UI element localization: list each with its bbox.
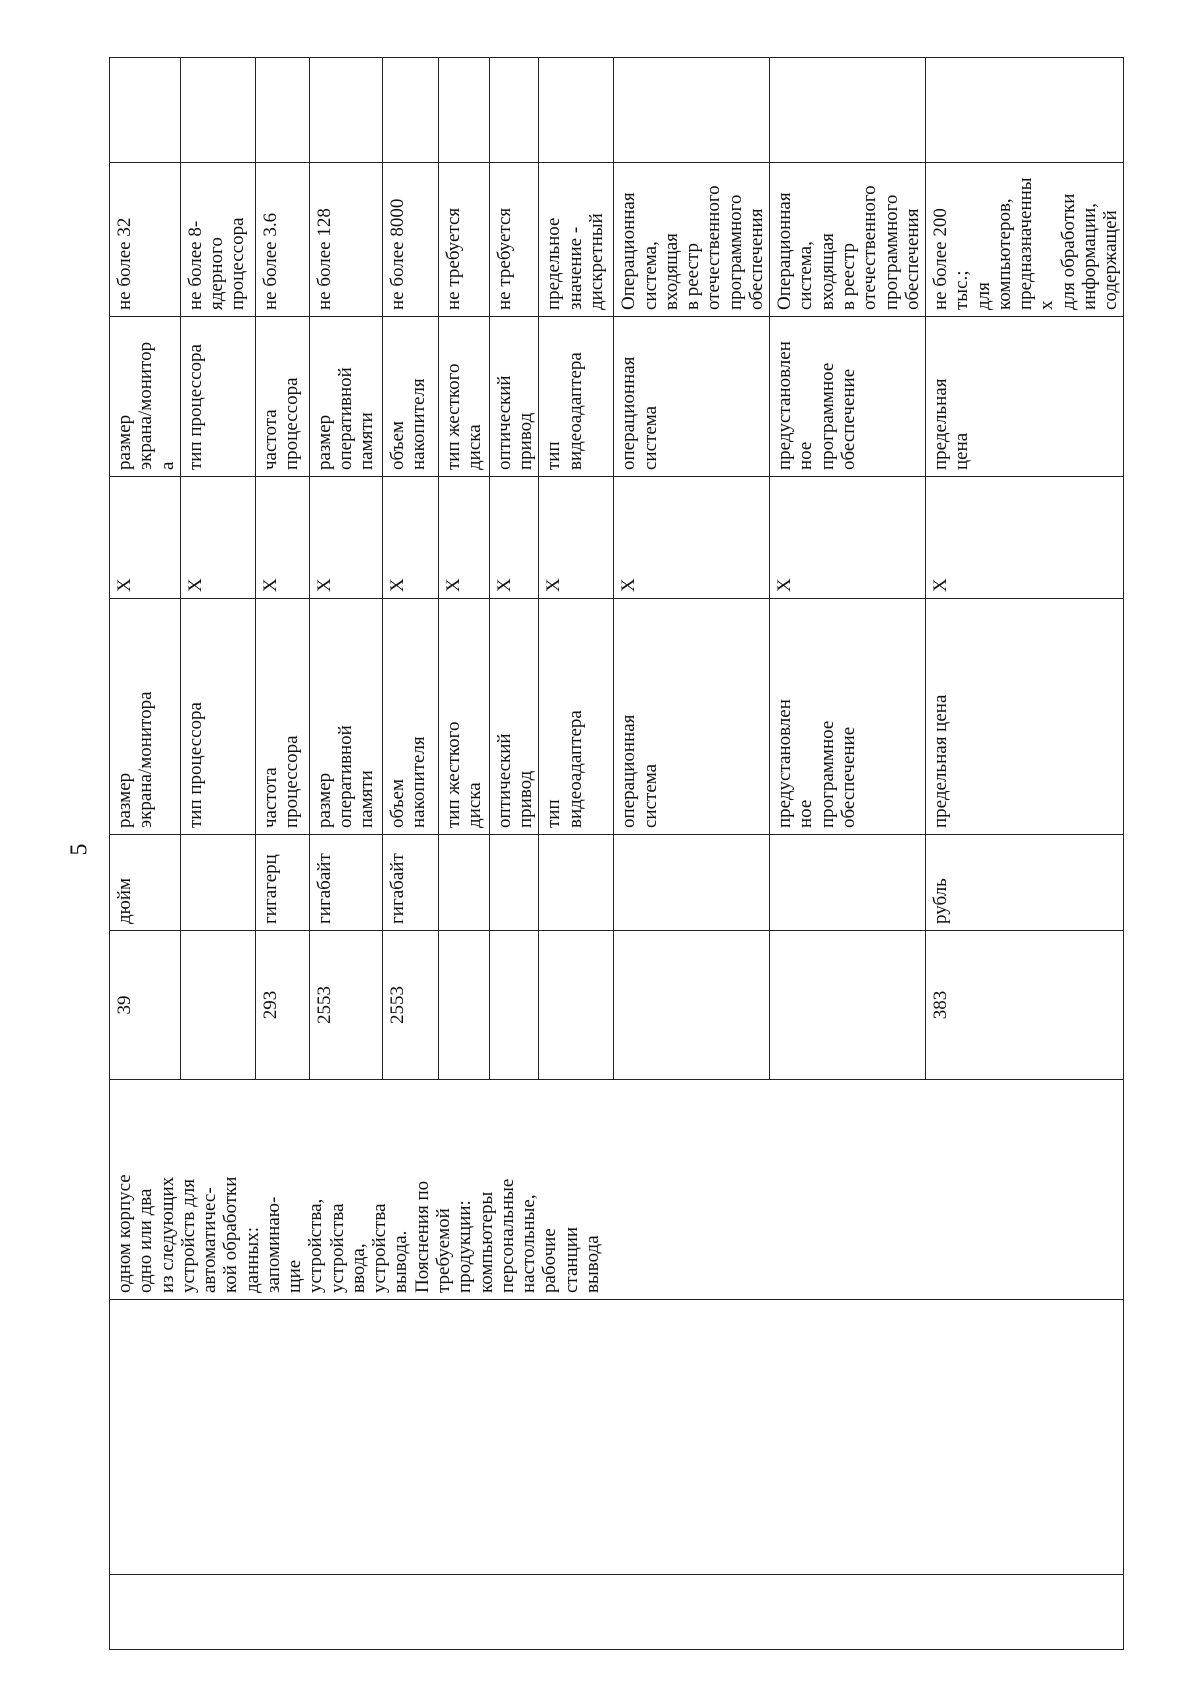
value-cell: не более 3.6	[255, 163, 309, 317]
characteristic-cell: предельная цена	[926, 599, 1124, 835]
characteristic-cell: размер экрана/монитора	[110, 599, 181, 835]
note-cell	[382, 58, 438, 163]
unit-code-cell	[489, 931, 539, 1080]
characteristic-2-cell: объем накопителя	[382, 317, 438, 477]
value-cell: не требуется	[438, 163, 489, 317]
table-row	[110, 58, 181, 1650]
unit-name-cell: гигабайт	[309, 835, 382, 931]
characteristic-cell: операционная система	[614, 599, 770, 835]
product-description-cell: одном корпусе одно или два из следующих устройств для автоматичес- кой обработки данных: запоминаю- щие устройства, устройства ввода, устройства вывода. Пояснения по требуемой продукции: компьютеры персональные настольные, рабочие станции вывода	[110, 1080, 1124, 1300]
note-cell	[180, 58, 255, 163]
characteristic-cell: размер оперативной памяти	[309, 599, 382, 835]
unit-name-cell	[614, 835, 770, 931]
note-cell	[438, 58, 489, 163]
characteristic-cell: частота процессора	[255, 599, 309, 835]
unit-code-cell	[438, 931, 489, 1080]
unit-name-cell: гигагерц	[255, 835, 309, 931]
characteristic-2-cell: тип процессора	[180, 317, 255, 477]
x-mark-cell: X	[926, 477, 1124, 599]
value-cell: не более 32	[110, 163, 181, 317]
characteristic-cell: тип процессора	[180, 599, 255, 835]
characteristic-2-cell: операционная система	[614, 317, 770, 477]
characteristic-cell: оптический привод	[489, 599, 539, 835]
unit-name-cell: рубль	[926, 835, 1124, 931]
unit-name-cell	[489, 835, 539, 931]
unit-code-cell	[539, 931, 614, 1080]
characteristic-2-cell: предельная цена	[926, 317, 1124, 477]
x-mark-cell: X	[309, 477, 382, 599]
page-number: 5	[66, 843, 93, 856]
unit-code-cell: 39	[110, 931, 181, 1080]
unit-code-cell: 293	[255, 931, 309, 1080]
x-mark-cell: X	[110, 477, 181, 599]
characteristic-2-cell: тип жесткого диска	[438, 317, 489, 477]
unit-name-cell	[770, 835, 926, 931]
unit-name-cell: гигабайт	[382, 835, 438, 931]
characteristic-cell: тип жесткого диска	[438, 599, 489, 835]
blank-cell	[110, 1575, 1124, 1650]
unit-code-cell: 2553	[309, 931, 382, 1080]
x-mark-cell: X	[539, 477, 614, 599]
unit-name-cell: дюйм	[110, 835, 181, 931]
unit-name-cell	[539, 835, 614, 931]
characteristic-cell: предустановлен ное программное обеспечение	[770, 599, 926, 835]
spec-table	[109, 57, 1124, 1650]
unit-code-cell	[180, 931, 255, 1080]
rotated-sheet	[109, 58, 1122, 1650]
blank-cell	[110, 1300, 1124, 1575]
note-cell	[489, 58, 539, 163]
x-mark-cell: X	[180, 477, 255, 599]
value-cell: не более 128	[309, 163, 382, 317]
characteristic-2-cell: размер экрана/монитор а	[110, 317, 181, 477]
x-mark-cell: X	[489, 477, 539, 599]
value-cell: Операционная система, входящая в реестр отечественного программного обеспечения	[770, 163, 926, 317]
note-cell	[614, 58, 770, 163]
x-mark-cell: X	[382, 477, 438, 599]
x-mark-cell: X	[438, 477, 489, 599]
characteristic-cell: объем накопителя	[382, 599, 438, 835]
value-cell: не более 8000	[382, 163, 438, 317]
value-cell: не более 8- ядерного процессора	[180, 163, 255, 317]
x-mark-cell: X	[614, 477, 770, 599]
note-cell	[255, 58, 309, 163]
value-cell: не более 200 тыс.; для компьютеров, предназначенных для обработки информации, содержащей	[926, 163, 1124, 317]
value-cell: предельное значение - дискретный	[539, 163, 614, 317]
characteristic-2-cell: частота процессора	[255, 317, 309, 477]
unit-name-cell	[438, 835, 489, 931]
note-cell	[770, 58, 926, 163]
unit-code-cell: 383	[926, 931, 1124, 1080]
note-cell	[926, 58, 1124, 163]
value-cell: не требуется	[489, 163, 539, 317]
note-cell	[110, 58, 181, 163]
value-cell: Операционная система, входящая в реестр отечественного программного обеспечения	[614, 163, 770, 317]
unit-code-cell	[614, 931, 770, 1080]
characteristic-cell: тип видеоадаптера	[539, 599, 614, 835]
characteristic-2-cell: предустановлен ное программное обеспечение	[770, 317, 926, 477]
unit-code-cell	[770, 931, 926, 1080]
characteristic-2-cell: тип видеоадаптера	[539, 317, 614, 477]
unit-name-cell	[180, 835, 255, 931]
note-cell	[539, 58, 614, 163]
x-mark-cell: X	[770, 477, 926, 599]
characteristic-2-cell: оптический привод	[489, 317, 539, 477]
unit-code-cell: 2553	[382, 931, 438, 1080]
note-cell	[309, 58, 382, 163]
characteristic-2-cell: размер оперативной памяти	[309, 317, 382, 477]
x-mark-cell: X	[255, 477, 309, 599]
